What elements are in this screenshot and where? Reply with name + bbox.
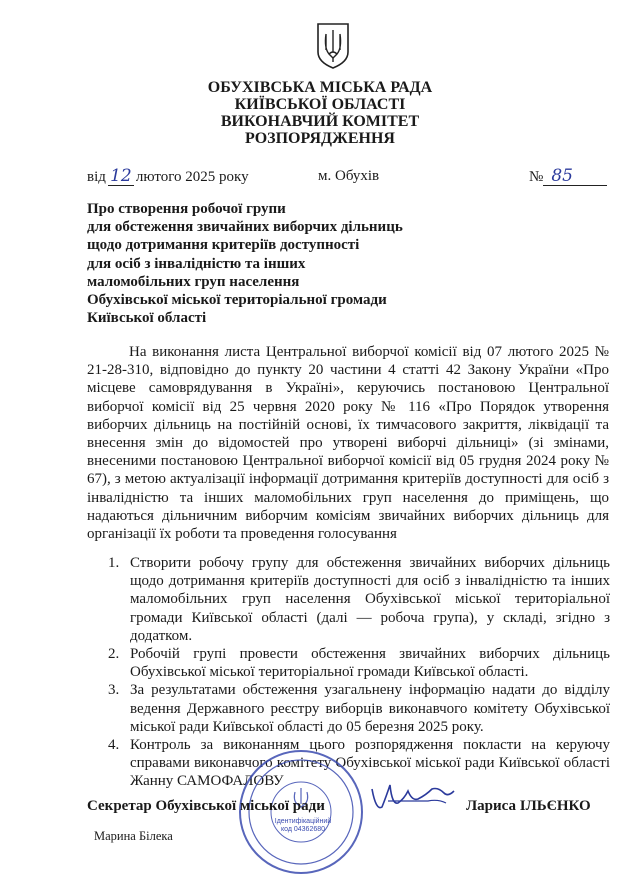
- title-line: для осіб з інвалідністю та інших: [87, 255, 306, 272]
- trident-emblem-icon: [316, 22, 350, 70]
- stamp-code-label: Ідентифікаційний: [274, 818, 332, 825]
- order-title: [87, 200, 403, 327]
- title-line: для обстеження звичайних виборчих дільниць: [87, 219, 403, 236]
- handwritten-signature-icon: [368, 777, 458, 815]
- title-line: щодо дотримання критеріїв доступності: [87, 237, 360, 254]
- executor-name: Марина Білека: [94, 829, 173, 843]
- title-line: Обухівської міської територіальної громади: [87, 292, 387, 309]
- committee-name: ВИКОНАВЧИЙ КОМІТЕТ: [220, 113, 420, 130]
- item-text: За результатами обстеження узагальнену інформацію надати до відділу ведення Державного реєстру виборців виконавчого комітету Обухівської міської ради Київської області до 05 березня 2025 року.: [130, 682, 610, 735]
- title-line: Про створення робочої групи: [87, 201, 286, 217]
- date-day-handwritten: 12: [108, 167, 134, 186]
- title-line: маломобільних груп населення: [87, 273, 300, 290]
- council-name: ОБУХІВСЬКА МІСЬКА РАДА: [207, 79, 433, 96]
- preamble-paragraph: [87, 343, 609, 543]
- item-text: Створити робочу групу для обстеження звичайних виборчих дільниць щодо дотримання критеріїв доступності для осіб з інвалідністю та інших маломобільних груп населення Обухівської міської територіальної громади Київської області (далі — робоча група), у складі, згідно з додатком.: [130, 555, 610, 644]
- number-label: №: [529, 169, 544, 185]
- date-prefix: від: [87, 169, 106, 185]
- document-number: [529, 167, 607, 186]
- item-text: Контроль за виконанням цього розпорядження покласти на керуючу справами виконавчого комітету Обухівської міської ради Київської області Жанну САМОФАЛОВУ: [130, 737, 610, 790]
- signatory-name: Лариса ІЛЬЄНКО: [466, 798, 591, 814]
- document-date: [87, 167, 249, 186]
- list-item: [108, 554, 610, 645]
- number-handwritten: 85: [543, 167, 607, 186]
- list-item: [108, 645, 610, 681]
- item-number: 1.: [108, 555, 120, 571]
- signatory-position: Секретар Обухівської міської ради: [87, 798, 325, 814]
- title-line: Київської області: [87, 310, 207, 327]
- stamp-code: [268, 818, 338, 834]
- stamp-code-number: код 04362680: [280, 826, 326, 833]
- item-number: 3.: [108, 682, 120, 699]
- document-type: РОЗПОРЯДЖЕННЯ: [245, 130, 395, 147]
- document-city: м. Обухів: [318, 168, 380, 184]
- preamble-text: На виконання листа Центральної виборчої комісії від 07 лютого 2025 № 21-28-310, відповідно до пункту 20 частини 4 статті 42 Закону України «Про місцеве самоврядування в Україні», керуючись постановою Центральної виборчої комісії від 25 червня 2020 року № 116 «Про Порядок утворення виборчих дільниць на постійній основі, їх тимчасового закриття, ліквідації та внесення змін до відомостей про утворені виборчі дільниці» (зі змінами, внесеними постановою Центральної виборчої комісії від 05 грудня 2024 року № 67), з метою актуалізації інформації дотримання критеріїв доступності для осіб з інвалідністю та інших маломобільних груп населення до приміщень, що надаються дільничним виборчим комісіям звичайних виборчих дільниць для організації їх роботи та проведення голосування: [87, 344, 609, 543]
- item-text: Робочій групі провести обстеження звичайних виборчих дільниць Обухівської міської територіальної громади Київської області.: [130, 646, 610, 681]
- region-name: КИЇВСЬКОЇ ОБЛАСТІ: [234, 96, 406, 113]
- list-item: [108, 681, 610, 736]
- date-month-year: лютого 2025 року: [135, 169, 249, 185]
- item-number: 4.: [108, 737, 120, 754]
- item-number: 2.: [108, 646, 120, 663]
